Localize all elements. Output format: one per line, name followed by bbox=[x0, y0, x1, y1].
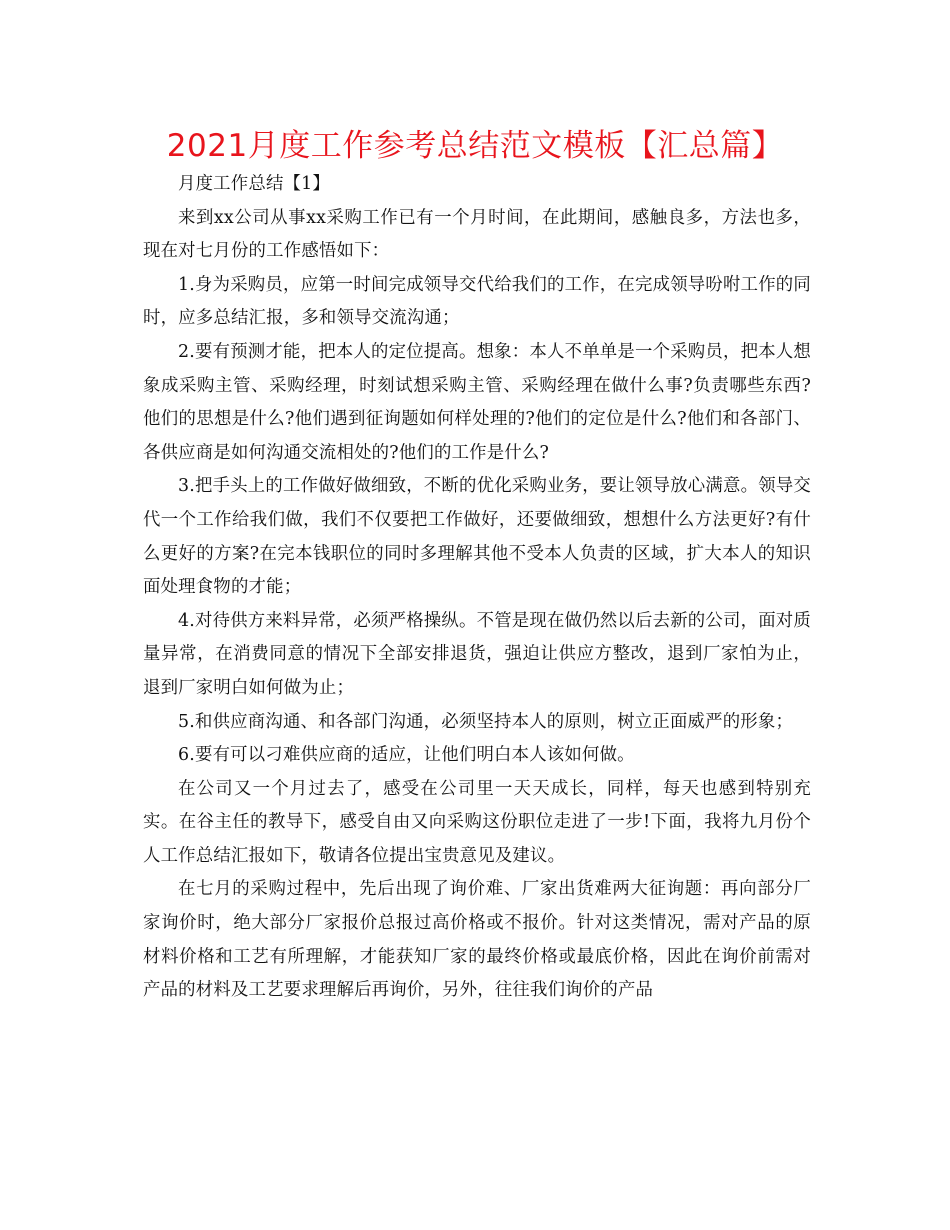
paragraph-intro: 来到xx公司从事xx采购工作已有一个月时间，在此期间，感触良多，方法也多，现在对七月份的工作感悟如下： bbox=[143, 207, 811, 262]
paragraph-procurement-issues: 在七月的采购过程中，先后出现了询价难、厂家出货难两大征询题：再向部分厂家询价时，绝大部分厂家报价总报过高价格或不报价。针对这类情况，需对产品的原材料价格和工艺有所理解，才能获知厂家的最终价格或最底价格，因此在询价前需对产品的材料及工艺要求理解后再询价，另外，往往我们询价的产品 bbox=[143, 879, 811, 1001]
section-heading: 月度工作总结【1】 bbox=[178, 174, 330, 194]
paragraph-item-2: 2.要有预测才能，把本人的定位提高。想象：本人不单单是一个采购员，把本人想象成采购主管、采购经理，时刻试想采购主管、采购经理在做什么事?负责哪些东西?他们的思想是什么?他们遇到征询题如何样处理的?他们的定位是什么?他们和各部门、各供应商是如何沟通交流相处的?他们的工作是什么? bbox=[143, 341, 811, 463]
paragraph-item-3: 3.把手头上的工作做好做细致，不断的优化采购业务，要让领导放心满意。领导交代一个工作给我们做，我们不仅要把工作做好，还要做细致，想想什么方法更好?有什么更好的方案?在完本钱职位的同时多理解其他不受本人负责的区域，扩大本人的知识面处理食物的才能； bbox=[143, 476, 811, 598]
paragraph-item-1: 1.身为采购员，应第一时间完成领导交代给我们的工作，在完成领导吩咐工作的同时，应多总结汇报，多和领导交流沟通； bbox=[143, 274, 811, 329]
paragraph-month-summary: 在公司又一个月过去了，感受在公司里一天天成长，同样，每天也感到特别充实。在谷主任的教导下，感受自由又向采购这份职位走进了一步!下面，我将九月份个人工作总结汇报如下，敬请各位提出宝贵意见及建议。 bbox=[143, 778, 811, 866]
document-title: 2021月度工作参考总结范文模板【汇总篇】 bbox=[166, 128, 784, 164]
paragraph-item-4: 4.对待供方来料异常，必须严格操纵。不管是现在做仍然以后去新的公司，面对质量异常，在消费同意的情况下全部安排退货，强迫让供应方整改，退到厂家怕为止，退到厂家明白如何做为止； bbox=[143, 610, 811, 698]
paragraph-item-6: 6.要有可以刁难供应商的适应，让他们明白本人该如何做。 bbox=[178, 745, 635, 766]
document-body bbox=[143, 168, 811, 1008]
paragraph-item-5: 5.和供应商沟通、和各部门沟通，必须坚持本人的原则，树立正面威严的形象； bbox=[178, 711, 794, 732]
